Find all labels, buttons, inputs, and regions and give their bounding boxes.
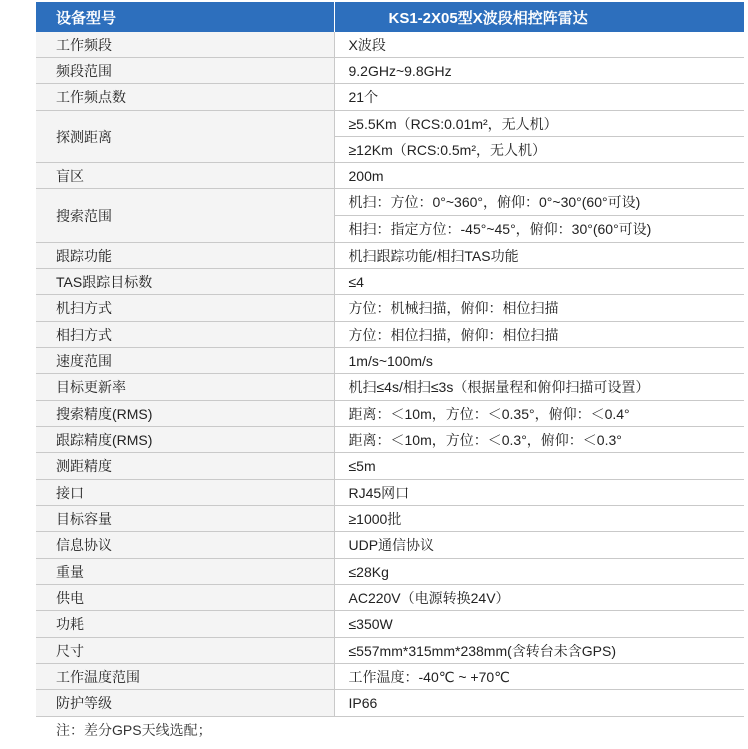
table-row [36,84,744,111]
spec-value: 方位：机械扫描，俯仰：相位扫描 [334,295,744,322]
spec-label: 功耗 [36,611,334,638]
table-row [36,111,744,137]
table-row [36,559,744,585]
table-row [36,243,744,269]
spec-label: TAS跟踪目标数 [36,269,334,295]
spec-sheet [36,2,744,717]
spec-label: 重量 [36,559,334,585]
spec-label: 速度范围 [36,348,334,374]
spec-value: ≥12Km（RCS:0.5m²，无人机） [334,137,744,163]
spec-label: 跟踪精度(RMS) [36,427,334,453]
spec-label: 频段范围 [36,58,334,84]
spec-label: 接口 [36,480,334,506]
spec-value: 200m [334,163,744,189]
spec-value: 机扫：方位：0°~360°，俯仰：0°~30°(60°可设) [334,189,744,216]
spec-label: 目标容量 [36,506,334,532]
table-row [36,611,744,638]
spec-value: 21个 [334,84,744,111]
spec-label: 盲区 [36,163,334,189]
spec-value: 1m/s~100m/s [334,348,744,374]
spec-label: 搜索范围 [36,189,334,243]
table-row [36,32,744,58]
spec-label: 目标更新率 [36,374,334,401]
spec-label: 探测距离 [36,111,334,163]
spec-table-body [36,32,744,717]
table-row [36,664,744,690]
table-row [36,163,744,189]
spec-value: 机扫≤4s/相扫≤3s（根据量程和俯仰扫描可设置） [334,374,744,401]
table-row [36,374,744,401]
spec-value: UDP通信协议 [334,532,744,559]
spec-value: X波段 [334,32,744,58]
spec-label: 工作频段 [36,32,334,58]
table-row [36,58,744,84]
spec-label: 防护等级 [36,690,334,717]
table-row [36,532,744,559]
table-row [36,480,744,506]
spec-value: ≤4 [334,269,744,295]
table-row [36,295,744,322]
table-row [36,189,744,216]
spec-value: 相扫：指定方位：-45°~45°，俯仰：30°(60°可设) [334,216,744,243]
spec-label: 测距精度 [36,453,334,480]
spec-value: 9.2GHz~9.8GHz [334,58,744,84]
header-device-model-value: KS1-2X05型X波段相控阵雷达 [334,2,744,32]
table-row [36,690,744,717]
spec-label: 供电 [36,585,334,611]
spec-value: ≤557mm*315mm*238mm(含转台未含GPS) [334,638,744,664]
spec-value: IP66 [334,690,744,717]
table-row [36,453,744,480]
spec-value: 距离：＜10m，方位：＜0.3°，俯仰：＜0.3° [334,427,744,453]
spec-label: 跟踪功能 [36,243,334,269]
spec-label: 相扫方式 [36,322,334,348]
spec-label: 工作频点数 [36,84,334,111]
spec-value: 工作温度：-40℃ ~ +70℃ [334,664,744,690]
table-row [36,401,744,427]
spec-label: 工作温度范围 [36,664,334,690]
spec-label: 尺寸 [36,638,334,664]
spec-label: 搜索精度(RMS) [36,401,334,427]
spec-value: ≤5m [334,453,744,480]
spec-value: ≤350W [334,611,744,638]
spec-value: AC220V（电源转换24V） [334,585,744,611]
table-row [36,427,744,453]
table-row [36,506,744,532]
footnote: 注：差分GPS天线选配； [56,722,212,738]
spec-value: ≤28Kg [334,559,744,585]
header-device-model-label: 设备型号 [36,2,334,32]
spec-value: ≥5.5Km（RCS:0.01m²，无人机） [334,111,744,137]
spec-value: 方位：相位扫描，俯仰：相位扫描 [334,322,744,348]
table-row [36,322,744,348]
table-row [36,348,744,374]
spec-value: 机扫跟踪功能/相扫TAS功能 [334,243,744,269]
spec-label: 信息协议 [36,532,334,559]
spec-label: 机扫方式 [36,295,334,322]
spec-value: RJ45网口 [334,480,744,506]
table-row [36,585,744,611]
table-row [36,638,744,664]
spec-value: ≥1000批 [334,506,744,532]
spec-table [36,2,744,717]
table-header-row [36,2,744,32]
spec-value: 距离：＜10m，方位：＜0.35°，俯仰：＜0.4° [334,401,744,427]
table-row [36,269,744,295]
